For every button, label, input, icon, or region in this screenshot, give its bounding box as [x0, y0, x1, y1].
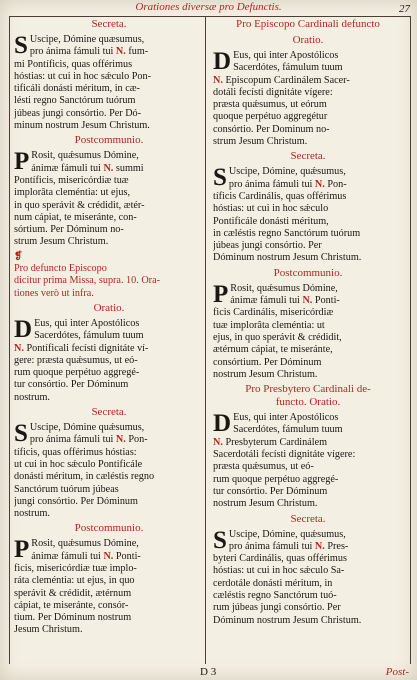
text-line: Uscipe, Dómine, quǽsumus,	[228, 166, 346, 178]
catchword: Post-	[385, 666, 409, 678]
prayer-text	[213, 50, 403, 148]
text-line: Pontificále donásti méritum,	[213, 215, 329, 227]
text-line: functo. Oratio.	[275, 396, 341, 409]
text-line: Sacerdótes, fámulum tuum	[233, 62, 343, 74]
prayer-text	[213, 526, 403, 627]
prayer-lines	[14, 34, 204, 132]
text-line: Eus, qui inter Apostólicos	[34, 317, 140, 329]
name-placeholder-mark: N.	[213, 74, 223, 86]
text-line: Sacerdotáli fecísti dignitáte vígere:	[213, 449, 356, 461]
text-line: pro ánima fámuli tui N. Pon-	[29, 434, 148, 446]
name-placeholder-mark: N.	[314, 178, 325, 190]
drop-initial: P	[14, 148, 30, 176]
drop-initial: D	[213, 410, 232, 438]
text-line: tium. Per Dóminum nostrum	[14, 612, 132, 624]
text-line: Uscipe, Dómine quǽsumus,	[29, 422, 145, 434]
section-heading: Postcommunio.	[74, 134, 144, 147]
text-line: Sacerdótes, fámulum tuum	[233, 424, 343, 436]
prayer-text	[14, 538, 204, 636]
text-line: ánimæ fámuli tui N. Ponti-	[31, 550, 141, 562]
prayer-lines	[14, 315, 204, 404]
drop-initial: P	[14, 536, 30, 564]
drop-initial: P	[213, 280, 229, 308]
text-line: N. Presbyterum Cardinálem	[213, 436, 328, 448]
text-line: ficis, misericórdiæ tuæ implo-	[14, 562, 137, 574]
text-line: sperávit & crédidit, ætérnum	[14, 587, 132, 599]
text-line: in cæléstis regno Sanctórum tuórum	[213, 227, 361, 239]
text-line: tificáli donásti méritum, in cæ-	[14, 83, 140, 95]
section-heading: Oratio.	[292, 34, 324, 46]
signature-mark: D 3	[200, 666, 217, 678]
text-line: ætérnum cápiat, te miseránte,	[213, 344, 333, 356]
text-line: tur consórtio. Per Dóminum	[14, 379, 129, 391]
right-frame-rule	[410, 16, 411, 664]
text-line: tuæ implorâta cleméntia: ut	[213, 319, 325, 331]
section-heading: Secreta.	[91, 18, 127, 30]
text-line: tíficis Cardinális, quas offérimus	[213, 190, 347, 202]
text-line: lésti regno Sanctórum tuórum	[14, 95, 136, 107]
text-line: consórtium. Per Dóminum	[213, 356, 322, 368]
text-line: sórtium. Per Dóminum no-	[14, 224, 124, 236]
section-heading: Postcommunio.	[273, 266, 343, 279]
text-line: tur consórtio. Per Dóminum	[213, 485, 328, 497]
text-line: N. Pontíficali fecísti dignitáte ví-	[14, 342, 149, 354]
text-line: ánimæ fámuli tui N. Ponti-	[230, 295, 340, 307]
text-line: rum quoque perpétuo aggregé-	[213, 473, 339, 485]
prayer-text	[213, 280, 403, 381]
drop-initial: D	[14, 315, 33, 343]
prayer-text	[14, 422, 204, 520]
prayer-lines	[213, 526, 403, 627]
text-line: quoque perpétuo aggregétur	[213, 111, 328, 123]
prayer-lines	[213, 280, 403, 381]
text-line: pro ánima fámuli tui N. fum-	[29, 46, 149, 58]
text-line: tiones verò ut infra.	[14, 287, 94, 299]
text-line: ejus, in quo sperávit & crédidit,	[213, 331, 342, 343]
text-line: rum quoque perpétuo aggregé-	[14, 367, 140, 379]
text-line: num cápiat, te miseránte, con-	[14, 211, 137, 223]
text-line: Eus, qui inter Apostólicos	[233, 50, 339, 61]
text-line: strum Jesum Christum.	[213, 136, 308, 148]
text-line: dotáli fecísti dignitáte vígere:	[213, 86, 333, 98]
text-line: Jesum Christum.	[14, 624, 83, 636]
text-line: ráta cleméntia: ut ejus, in quo	[14, 575, 135, 587]
text-line: Sanctórum tuórum júbeas	[14, 483, 119, 495]
text-line: tíficis, quas offérimus hóstias:	[14, 446, 137, 458]
drop-initial: S	[14, 32, 28, 59]
text-line: nostrum.	[14, 508, 50, 520]
prayer-lines	[14, 538, 204, 636]
text-line: nostrum Jesum Christum.	[213, 368, 318, 380]
text-line: ánimæ fámuli tui N. summi	[31, 162, 144, 174]
text-line: præsta quǽsumus, ut eórum	[213, 99, 327, 111]
text-line: Dóminum nostrum Jesum Christum.	[213, 252, 362, 264]
text-line: mi Pontíficis, quas offérimus	[14, 58, 133, 70]
text-line: Rosit, quǽsumus Dómine,	[31, 538, 139, 550]
text-line: Eus, qui inter Apostólicos	[233, 412, 339, 424]
name-placeholder-mark: N.	[115, 434, 126, 446]
left-frame-rule	[9, 16, 10, 664]
text-line: jungi consórtio. Per Dóminum	[14, 495, 138, 507]
section-heading: Oratio.	[93, 301, 125, 314]
running-head	[0, 0, 417, 16]
drop-initial: S	[213, 164, 227, 192]
text-line: hóstias: ut cui in hoc sǽculo Pon-	[14, 70, 151, 82]
text-line: cæléstis regno Sanctórum tuó-	[213, 589, 337, 601]
text-line: Uscipe, Dómine, quǽsumus,	[228, 528, 346, 540]
name-placeholder-mark: N.	[115, 46, 126, 58]
text-line: Rosit, quǽsumus Dómine,	[230, 282, 338, 294]
heading-lines	[213, 383, 403, 409]
name-placeholder-mark: N.	[314, 540, 325, 552]
section-heading: Secreta.	[290, 512, 326, 525]
text-line: hóstias: ut cui in hoc sǽculo	[213, 203, 329, 215]
text-line: pro ánima fámuli tui N. Pon-	[228, 178, 347, 190]
left-column	[14, 16, 204, 664]
page-footer	[0, 664, 417, 680]
column-divider	[205, 16, 206, 664]
text-line: Rosit, quǽsumus Dómine,	[31, 150, 139, 162]
text-line: nostrum.	[14, 391, 50, 403]
pilcrow-icon: ❡	[14, 250, 23, 262]
running-title: Orationes diversæ pro Defunctis.	[135, 1, 282, 13]
text-line: Sacerdótes, fámulum tuum	[34, 330, 144, 342]
text-line: dicitur prima Missa, supra. 10. Ora-	[14, 275, 160, 287]
text-line: præsta quǽsumus, ut eó-	[213, 461, 314, 473]
section-heading	[213, 383, 403, 409]
text-line: Dóminum nostrum Jesum Christum.	[213, 614, 362, 626]
text-line: minum nostrum Jesum Christum.	[14, 120, 150, 132]
drop-initial: D	[213, 48, 232, 75]
prayer-text	[14, 315, 204, 404]
text-line: Uscipe, Dómine quæsumus,	[29, 34, 145, 45]
text-line: Pro Presbytero Cardinali de-	[245, 383, 371, 396]
text-line: cerdotále donásti méritum, in	[213, 577, 333, 589]
name-placeholder-mark: N.	[103, 162, 114, 174]
text-line: byteri Cardinális, quas offérimus	[213, 553, 347, 565]
rubric	[14, 251, 204, 300]
text-line: strum Jesum Christum.	[14, 236, 109, 248]
text-line: in quo sperávit & crédidit, ætér-	[14, 199, 145, 211]
prayer-text	[14, 34, 204, 132]
prayer-lines	[213, 50, 403, 148]
text-line: implorâta cleméntia: ut ejus,	[14, 187, 130, 199]
rubric-lines	[14, 263, 204, 300]
text-line: júbeas jungi consórtio. Per	[213, 240, 322, 252]
name-placeholder-mark: N.	[103, 550, 114, 562]
name-placeholder-mark: N.	[14, 342, 24, 354]
text-line: nostrum Jesum Christum.	[213, 498, 318, 510]
prayer-lines	[213, 412, 403, 510]
section-heading: Secreta.	[91, 406, 127, 419]
prayer-text	[213, 412, 403, 510]
drop-initial: S	[213, 526, 227, 554]
text-line: donásti méritum, in cæléstis regno	[14, 471, 155, 483]
text-line: cápiat, te miseránte, consór-	[14, 599, 129, 611]
prayer-text	[14, 150, 204, 248]
text-line: Pro defuncto Episcopo	[14, 263, 107, 275]
text-line: gere: præsta quǽsumus, ut eó-	[14, 354, 138, 366]
section-heading: Pro Episcopo Cardinali defuncto	[236, 18, 380, 30]
prayer-text	[213, 166, 403, 264]
text-line: pro ánima fámuli tui N. Pres-	[228, 540, 349, 552]
text-line: ut cui in hoc sǽculo Pontificále	[14, 458, 143, 470]
page-number: 27	[399, 3, 410, 15]
drop-initial: S	[14, 420, 28, 448]
section-heading: Secreta.	[290, 150, 326, 163]
name-placeholder-mark: N.	[213, 436, 223, 448]
text-line: júbeas jungi consórtio. Per Dó-	[14, 107, 142, 119]
prayer-lines	[14, 422, 204, 520]
text-line: Pontíficis, misericórdiæ tuæ	[14, 174, 129, 186]
text-line: consórtio. Per Dominum no-	[213, 123, 330, 135]
section-heading: Postcommunio.	[74, 522, 144, 535]
text-line: rum júbeas jungi consórtio. Per	[213, 602, 341, 614]
prayer-lines	[14, 150, 204, 248]
prayer-lines	[213, 166, 403, 264]
text-line: N. Episcopum Cardinálem Sacer-	[213, 74, 350, 86]
text-line: ficis Cardinális, misericórdiæ	[213, 307, 334, 319]
name-placeholder-mark: N.	[302, 295, 313, 307]
text-line: hóstias: ut cui in hoc sǽculo Sa-	[213, 565, 345, 577]
right-column	[213, 16, 403, 664]
